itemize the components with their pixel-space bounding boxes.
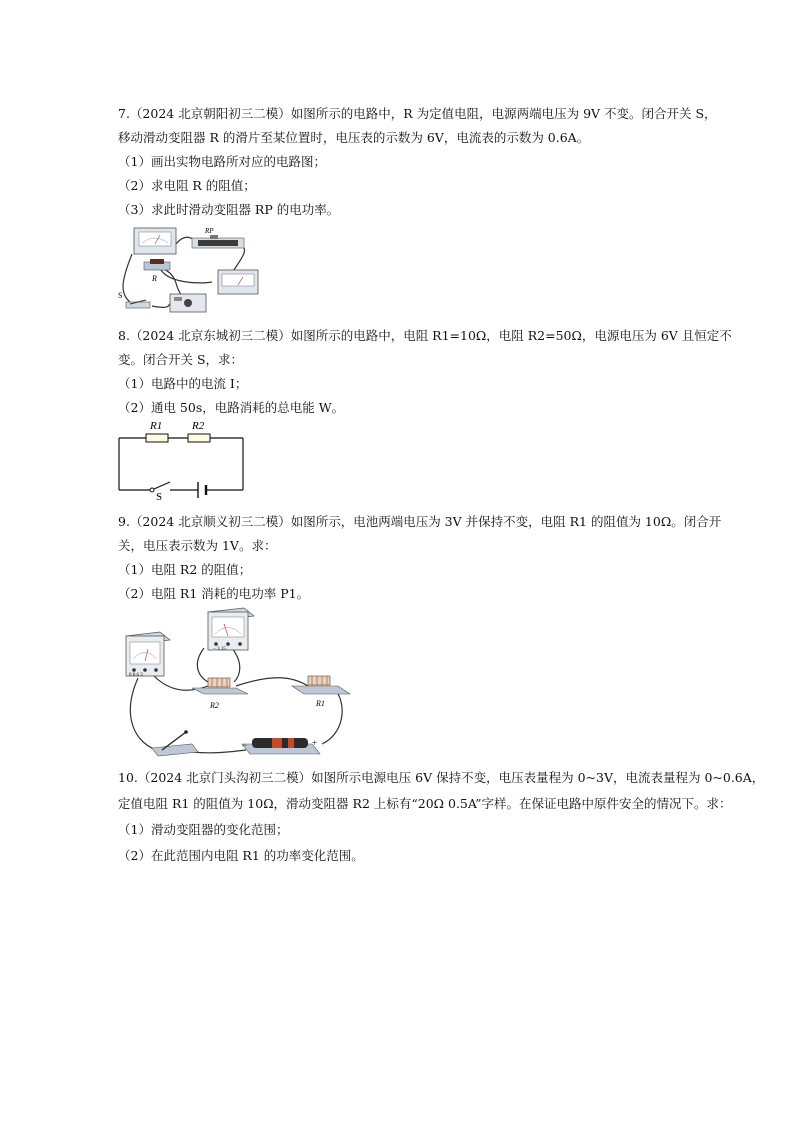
q10-stem-line1: 10.（2024 北京门头沟初三二模）如图所示电源电压 6V 保持不变，电压表量程为 0~3V，电流表量程为 0~0.6A， — [118, 770, 765, 785]
q7-meter-left — [134, 228, 176, 254]
q8-stem-line2: 变。闭合开关 S，求： — [118, 352, 244, 367]
q8-part1: （1）电路中的电流 I； — [118, 376, 248, 391]
q9-label-r2: R2 — [210, 701, 219, 710]
q8-stem-line1: 8.（2024 北京东城初三二模）如图所示的电路中，电阻 R1=10Ω，电阻 R2=50Ω，电源电压为 6V 且恒定不 — [118, 328, 732, 343]
q9-resistor-r1 — [292, 676, 350, 694]
q8-battery — [198, 482, 206, 498]
q9-part2: （2）电阻 R1 消耗的电功率 P1。 — [118, 586, 310, 601]
q7-part1: （1）画出实物电路所对应的电路图； — [118, 154, 326, 169]
q9-label-minus: − — [242, 740, 248, 750]
q9-label-plus: + — [312, 738, 318, 748]
q7-stem-line1: 7.（2024 北京朝阳初三二模）如图所示的电路中，R 为定值电阻，电源两端电压为 9V 不变。闭合开关 S， — [118, 106, 717, 121]
q9-voltmeter — [208, 608, 254, 650]
q7-part2: （2）求电阻 R 的阻值； — [118, 178, 256, 193]
q7-part3: （3）求此时滑动变阻器 RP 的电功率。 — [118, 202, 340, 217]
q7-power-supply — [170, 294, 206, 312]
q8-resistor-r2 — [188, 434, 210, 442]
q8-label-s: S — [156, 491, 163, 500]
q9-ammeter — [126, 632, 170, 676]
q8-resistor-r1 — [146, 434, 168, 442]
q7-label-s: S — [118, 291, 123, 300]
q9-part1: （1）电阻 R2 的阻值； — [118, 562, 252, 577]
q9-stem-line1: 9.（2024 北京顺义初三二模）如图所示，电池两端电压为 3V 并保持不变，电阻 R1 的阻值为 10Ω。闭合开 — [118, 514, 722, 529]
q7-rheostat-rp — [192, 235, 244, 248]
q9-physical-circuit-figure — [112, 604, 352, 762]
q7-physical-circuit-figure — [112, 224, 272, 316]
q8-label-r2: R2 — [192, 420, 205, 432]
q7-stem-line2: 移动滑动变阻器 R 的滑片至某位置时，电压表的示数为 6V，电流表的示数为 0.6A。 — [118, 130, 590, 145]
q10-part2: （2）在此范围内电阻 R1 的功率变化范围。 — [118, 848, 364, 863]
q9-resistor-r2 — [192, 678, 248, 694]
q10-stem-line2: 定值电阻 R1 的阻值为 10Ω，滑动变阻器 R2 上标有“20Ω 0.5A”字样。在保证电路中原件安全的情况下。求： — [118, 796, 732, 811]
q8-label-r1: R1 — [150, 420, 163, 432]
q9-ammeter-scale: 0 0.6 3 — [129, 673, 143, 678]
q9-label-r1: R1 — [316, 699, 325, 708]
q7-label-r: R — [152, 274, 157, 283]
q10-part1: （1）滑动变阻器的变化范围； — [118, 822, 289, 837]
q7-resistor-r — [144, 259, 170, 270]
q8-circuit-diagram — [116, 418, 246, 500]
q9-voltmeter-scale: − 3 15 — [213, 647, 226, 652]
q7-meter-right — [218, 270, 258, 294]
q9-switch — [152, 730, 198, 756]
q8-part2: （2）通电 50s，电路消耗的总电能 W。 — [118, 400, 345, 415]
q9-battery — [242, 738, 320, 754]
q9-stem-line2: 关，电压表示数为 1V。求： — [118, 538, 277, 553]
q7-label-rp: RP — [205, 227, 214, 235]
